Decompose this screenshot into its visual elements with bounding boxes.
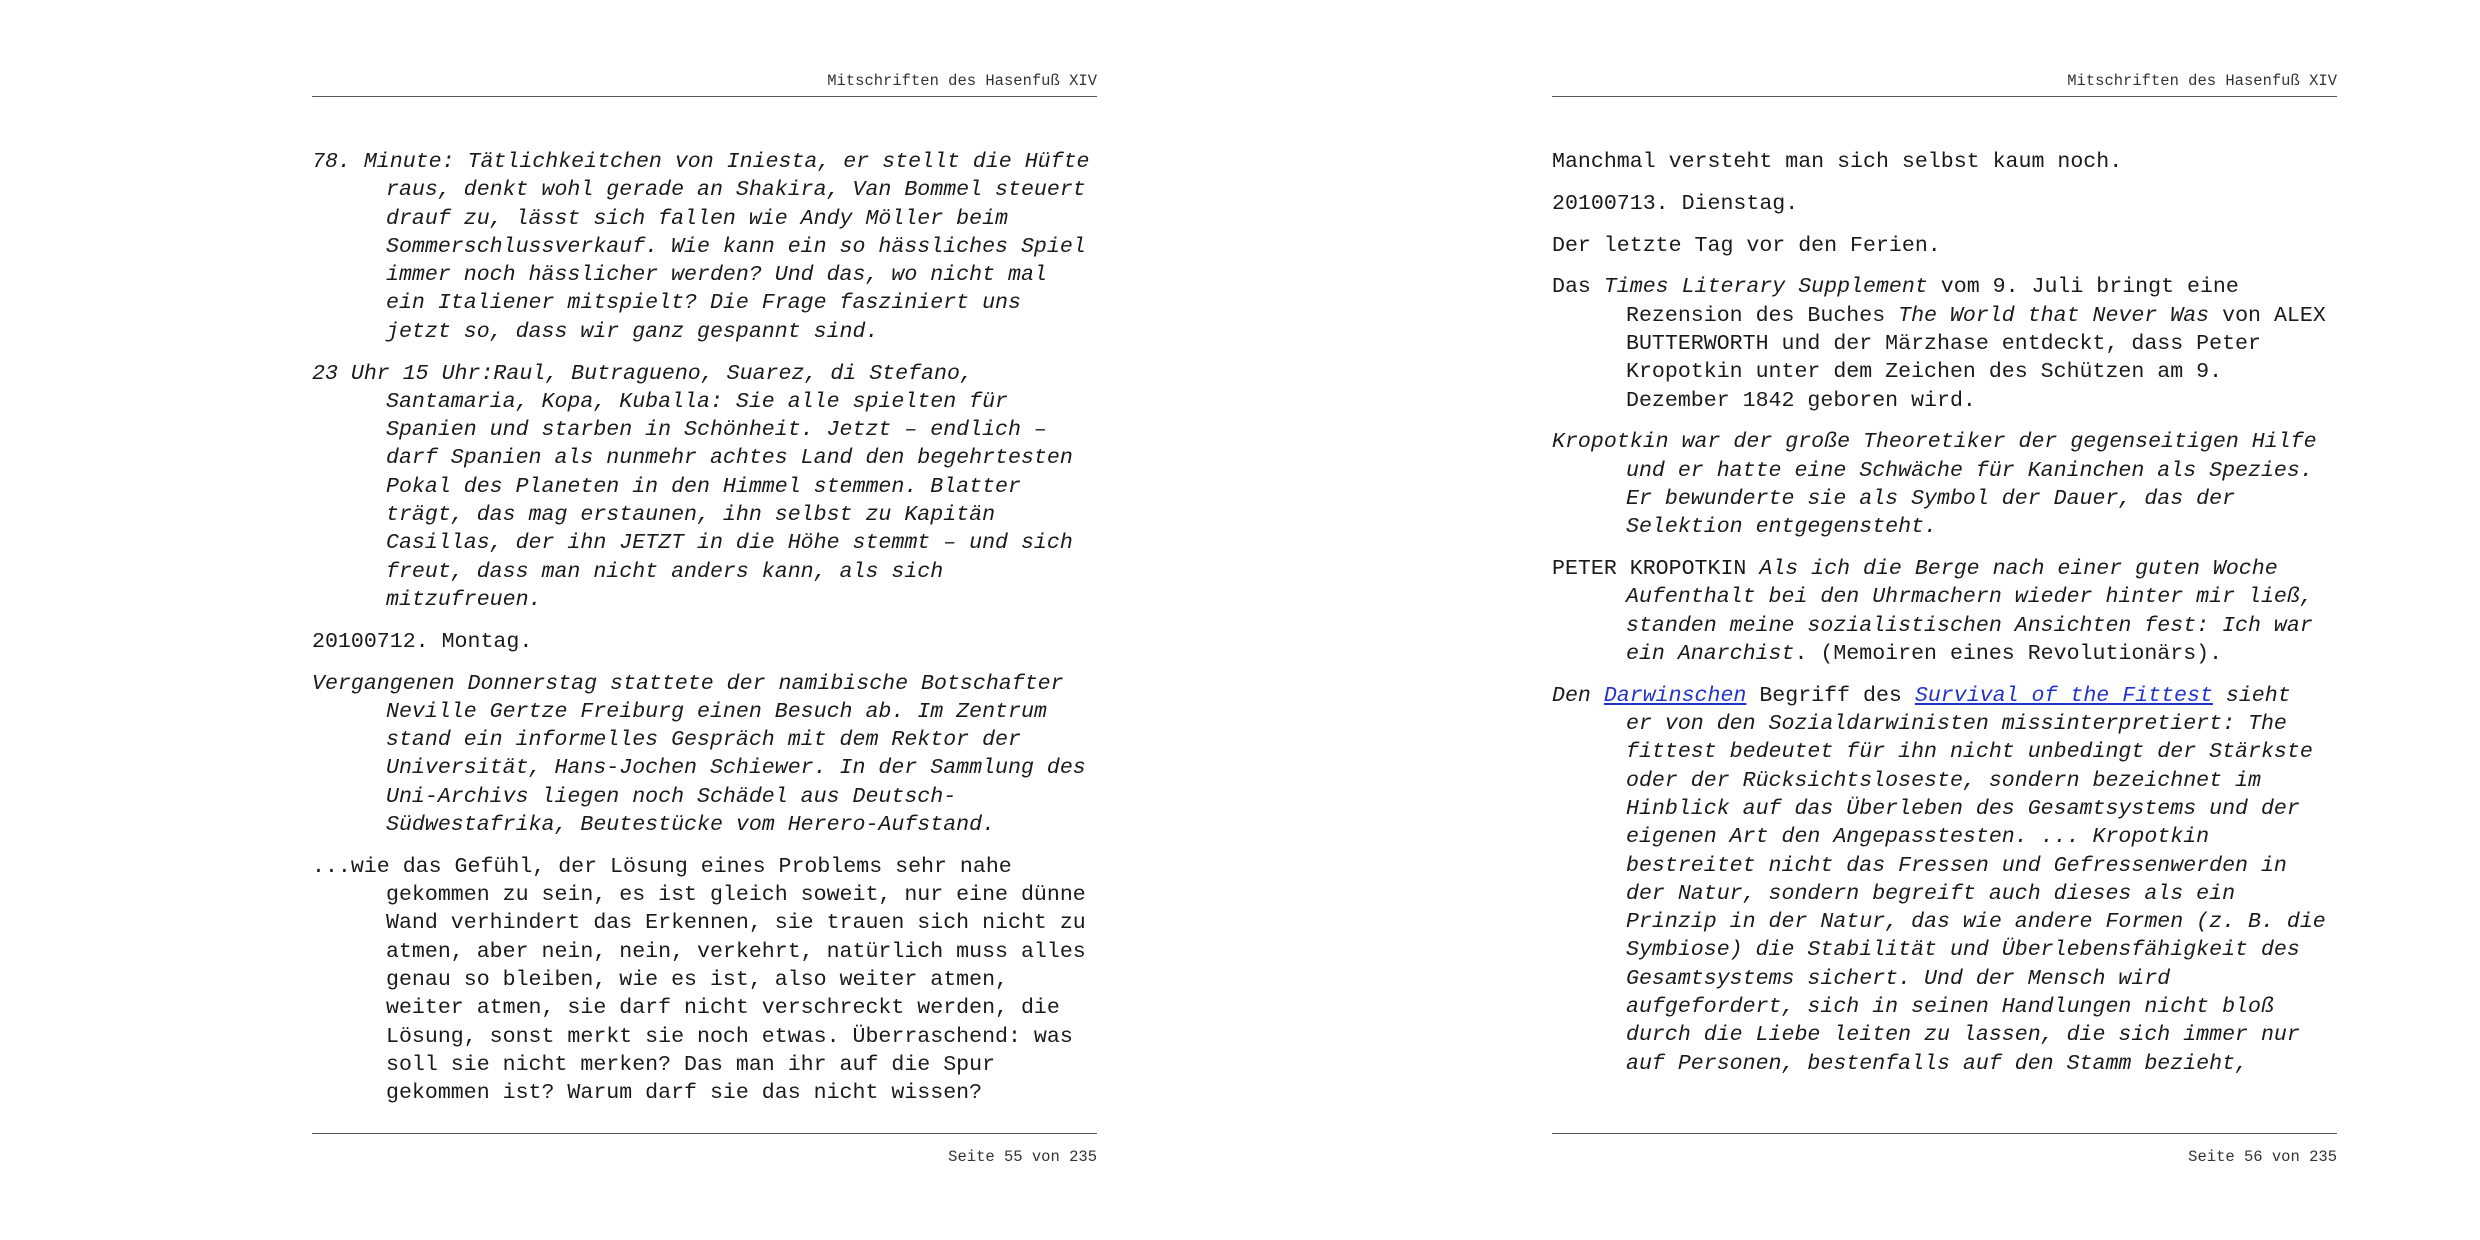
text-segment: fittest bedeutet für ihn nicht unbedingt der Stärkste (1626, 740, 2313, 765)
paragraph (312, 628, 1112, 656)
text-segment: Den (1552, 683, 1604, 708)
inline-link[interactable]: Survival of the Fittest (1914, 683, 2213, 708)
text-line (1626, 965, 2352, 993)
paragraph (312, 670, 1112, 840)
text-segment: Aufenthalt bei den Uhrmachern wieder hinter mir ließ, (1626, 585, 2313, 610)
footer-rule (1552, 1133, 2337, 1134)
text-segment: Hinblick auf das Überleben des Gesamtsystems und der (1626, 796, 2300, 821)
text-line: Spanien und starben in Schönheit. Jetzt – endlich – (386, 418, 1047, 443)
text-segment: auf Personen, bestenfalls auf den Stamm bezieht, (1626, 1051, 2249, 1076)
text-line: Der letzte Tag vor den Ferien. (1552, 233, 1941, 258)
text-segment: The World that Never Was (1898, 303, 2210, 328)
text-segment: Das (1552, 275, 1604, 300)
text-line (1552, 682, 2352, 710)
text-line: Er bewunderte sie als Symbol der Dauer, das der (1626, 486, 2236, 511)
text-line (1626, 330, 2352, 358)
text-line (1626, 767, 2352, 795)
text-line (1626, 640, 2352, 668)
text-segment: von ALEX (2209, 303, 2326, 328)
text-segment: Begriff des (1746, 683, 1915, 708)
text-segment: Gesamtsystems sichert. Und der Mensch wird (1626, 966, 2171, 991)
text-line: Selektion entgegensteht. (1626, 515, 1938, 540)
header-rule (1552, 96, 2337, 97)
text-segment: vom 9. Juli bringt eine (1927, 275, 2239, 300)
text-line: Sommerschlussverkauf. Wie kann ein so hässliches Spiel (386, 234, 1086, 259)
text-line (1626, 823, 2352, 851)
text-line: weiter atmen, sie darf nicht verschreckt werden, die (386, 996, 1060, 1021)
paragraph (1552, 555, 2352, 668)
page-number: Seite 56 von 235 (2188, 1148, 2337, 1166)
paragraph (1552, 190, 2352, 218)
text-line (1626, 1050, 2352, 1078)
running-header: Mitschriften des Hasenfuß XIV (2067, 72, 2337, 90)
paragraph (1552, 428, 2352, 541)
text-segment: ein Anarchist (1626, 641, 1795, 666)
text-line: ...wie das Gefühl, der Lösung eines Problems sehr nahe (312, 854, 1012, 879)
paragraph (312, 148, 1112, 346)
text-line (1626, 302, 2352, 330)
text-segment: Times Literary Supplement (1603, 275, 1928, 300)
text-segment: aufgefordert, sich in seinen Handlungen nicht bloß (1626, 995, 2274, 1020)
text-line: Lösung, sonst merkt sie noch etwas. Überraschend: was (386, 1024, 1073, 1049)
header-rule (312, 96, 1097, 97)
text-segment: durch die Liebe leiten zu lassen, die sich immer nur (1626, 1023, 2300, 1048)
text-line: Vergangenen Donnerstag stattete der namibische Botschafter (312, 671, 1064, 696)
text-segment: . (Memoiren eines Revolutionärs). (1794, 641, 2223, 666)
text-line (1626, 612, 2352, 640)
text-line: Santamaria, Kopa, Kuballa: Sie alle spielten für (386, 389, 1009, 414)
text-line: 23 Uhr 15 Uhr:Raul, Butragueno, Suarez, di Stefano, (312, 361, 973, 386)
text-line: Pokal des Planeten in den Himmel stemmen. Blatter (386, 474, 1021, 499)
page-left (312, 0, 1097, 1240)
text-line: Neville Gertze Freiburg einen Besuch ab. Im Zentrum (386, 699, 1047, 724)
page-body (1552, 148, 2352, 1091)
text-line: freut, dass man nicht anders kann, als sich (386, 559, 944, 584)
text-line (1626, 936, 2352, 964)
text-line: Universität, Hans-Jochen Schiewer. In der Sammlung des (386, 756, 1086, 781)
text-segment: Rezension des Buches (1626, 303, 1899, 328)
text-segment: der Natur, sondern begreift auch dieses als ein (1626, 881, 2236, 906)
text-line (1626, 387, 2352, 415)
text-line: Wand verhindert das Erkennen, sie trauen sich nicht zu (386, 911, 1086, 936)
text-segment: Kropotkin unter dem Zeichen des Schützen am 9. (1626, 360, 2223, 385)
text-segment: BUTTERWORTH und der Märzhase entdeckt, dass Peter (1626, 331, 2261, 356)
text-line (1552, 273, 2352, 301)
text-line: Manchmal versteht man sich selbst kaum noch. (1552, 150, 2123, 174)
text-line (1626, 710, 2352, 738)
text-line: raus, denkt wohl gerade an Shakira, Van Bommel steuert (386, 178, 1086, 203)
text-segment: er von den Sozialdarwinisten missinterpretiert: The (1626, 712, 2287, 737)
text-line (1626, 738, 2352, 766)
text-line: darf Spanien als nunmehr achtes Land den begehrtesten (386, 446, 1073, 471)
inline-link[interactable]: Darwinschen (1603, 683, 1747, 708)
page-right (1552, 0, 2337, 1240)
text-line (1626, 993, 2352, 1021)
text-segment: Als ich die Berge nach einer guten Woche (1759, 557, 2278, 582)
text-line: Kropotkin war der große Theoretiker der gegenseitigen Hilfe (1552, 430, 2317, 455)
text-segment: Symbiose) die Stabilität und Überlebensfähigkeit des (1626, 938, 2300, 963)
text-line: drauf zu, lässt sich fallen wie Andy Möller beim (386, 206, 1009, 231)
text-segment: oder der Rücksichtsloseste, sondern bezeichnet im (1626, 768, 2261, 793)
text-line: stand ein informelles Gespräch mit dem Rektor der (386, 728, 1021, 753)
running-header: Mitschriften des Hasenfuß XIV (827, 72, 1097, 90)
text-line: gekommen ist? Warum darf sie das nicht wissen? (386, 1081, 983, 1106)
text-line: trägt, das mag erstaunen, ihn selbst zu Kapitän (386, 503, 996, 528)
footer-rule (312, 1133, 1097, 1134)
text-line (1626, 358, 2352, 386)
text-line: jetzt so, dass wir ganz gespannt sind. (386, 319, 879, 344)
text-line: Uni-Archivs liegen noch Schädel aus Deutsch- (386, 784, 957, 809)
text-segment: sieht (2212, 683, 2291, 708)
text-line: gekommen zu sein, es ist gleich soweit, nur eine dünne (386, 883, 1086, 908)
text-line (1626, 852, 2352, 880)
text-line: ein Italiener mitspielt? Die Frage fasziniert uns (386, 291, 1021, 316)
page-number: Seite 55 von 235 (948, 1148, 1097, 1166)
text-line (1626, 795, 2352, 823)
page-body (312, 148, 1112, 1121)
text-segment: bestreitet nicht das Fressen und Gefressenwerden in (1626, 853, 2287, 878)
text-segment: PETER KROPOTKIN (1552, 557, 1760, 582)
text-line (1626, 908, 2352, 936)
text-line: und er hatte eine Schwäche für Kaninchen als Spezies. (1626, 458, 2313, 483)
text-line: soll sie nicht merken? Das man ihr auf die Spur (386, 1052, 996, 1077)
paragraph (1552, 232, 2352, 260)
text-line: 20100712. Montag. (312, 629, 533, 654)
text-line (1626, 880, 2352, 908)
text-segment: eigenen Art den Angepasstesten. ... Kropotkin (1626, 825, 2210, 850)
text-line: immer noch hässlicher werden? Und das, wo nicht mal (386, 263, 1047, 288)
text-line: 20100713. Dienstag. (1552, 191, 1799, 216)
text-line: Casillas, der ihn JETZT in die Höhe stemmt – und sich (386, 531, 1073, 556)
text-line (1626, 1021, 2352, 1049)
paragraph (1552, 148, 2352, 176)
text-segment: Dezember 1842 geboren wird. (1626, 388, 1976, 413)
paragraph (1552, 682, 2352, 1078)
text-line: mitzufreuen. (386, 587, 542, 612)
text-line: Südwestafrika, Beutestücke vom Herero-Aufstand. (386, 813, 996, 838)
text-segment: standen meine sozialistischen Ansichten fest: Ich war (1626, 613, 2313, 638)
text-line (1552, 555, 2352, 583)
text-line: 78. Minute: Tätlichkeitchen von Iniesta, er stellt die Hüfte (312, 150, 1090, 174)
text-line (1626, 583, 2352, 611)
text-line: genau so bleiben, wie es ist, also weiter atmen, (386, 968, 1009, 993)
paragraph (1552, 273, 2352, 414)
paragraph (312, 360, 1112, 615)
text-segment: Prinzip in der Natur, das wie andere Formen (z. B. die (1626, 910, 2326, 935)
paragraph (312, 853, 1112, 1108)
text-line: atmen, aber nein, nein, verkehrt, natürlich muss alles (386, 939, 1086, 964)
